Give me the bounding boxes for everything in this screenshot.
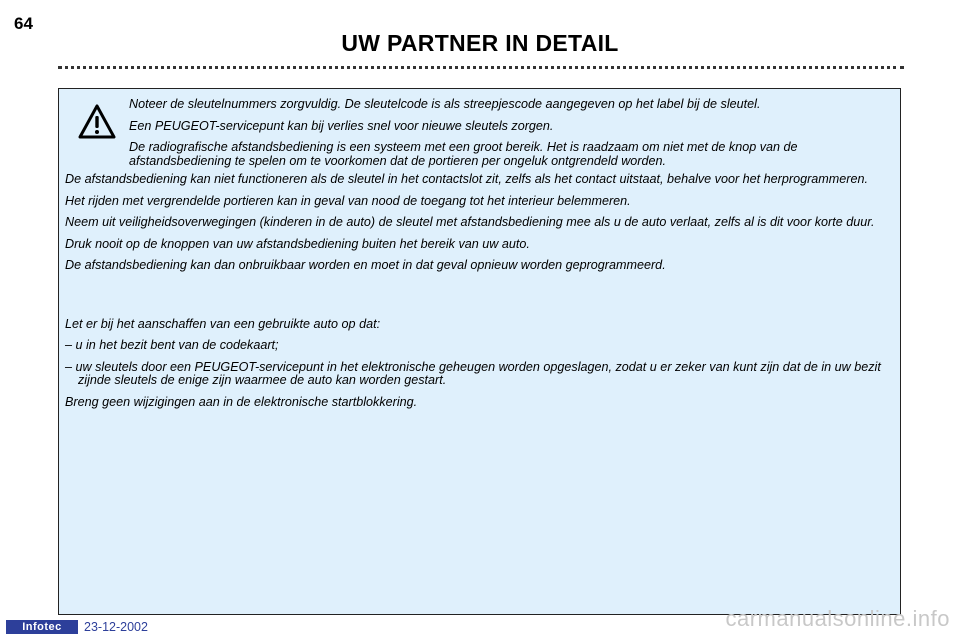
body-paragraph: Neem uit veiligheidsoverwegingen (kinderen in de auto) de sleutel met afstandsbediening mee als u de auto verlaat, zelfs al is dit voor korte duur. [65, 215, 875, 229]
warning-triangle-icon [77, 103, 117, 141]
body-paragraph: De afstandsbediening kan niet functioneren als de sleutel in het contactslot zit, zelfs als het contact uitstaat, behalve voor het herprogrammeren. [65, 172, 868, 186]
body-paragraph: Druk nooit op de knoppen van uw afstandsbediening buiten het bereik van uw auto. [65, 236, 530, 251]
used-car-item: – u in het bezit bent van de codekaart; [65, 338, 279, 352]
content-box [58, 88, 901, 615]
body-text-block [65, 173, 892, 417]
infotec-logo: Infotec [6, 620, 78, 634]
footer-date: 23-12-2002 [84, 620, 148, 634]
body-paragraph: De afstandsbediening kan dan onbruikbaar worden en moet in dat geval opnieuw worden geprogrammeerd. [65, 258, 666, 272]
final-note: Breng geen wijzigingen aan in de elektronische startblokkering. [65, 394, 418, 409]
page-title: UW PARTNER IN DETAIL [341, 30, 619, 56]
warning-paragraph: De radiografische afstandsbediening is een systeem met een groot bereik. Het is raadzaam om niet met de knop van de afstandsbediening te spelen om te voorkomen dat de portieren per ongeluk ontgrendeld worden. [129, 140, 798, 168]
warning-paragraph: Noteer de sleutelnummers zorgvuldig. De sleutelcode is als streepjescode aangegeven op het label bij de sleutel. [129, 97, 761, 111]
used-car-intro: Let er bij het aanschaffen van een gebruikte auto op dat: [65, 316, 381, 331]
body-paragraph: Het rijden met vergrendelde portieren kan in geval van nood de toegang tot het interieur belemmeren. [65, 193, 631, 208]
watermark: carmanualsonline.info [725, 606, 950, 631]
warning-text-block [129, 98, 892, 176]
page-number: 64 [14, 14, 33, 33]
warning-paragraph: Een PEUGEOT-servicepunt kan bij verlies snel voor nieuwe sleutels zorgen. [129, 118, 554, 133]
dotted-divider [58, 66, 904, 69]
used-car-item: – uw sleutels door een PEUGEOT-servicepunt in het elektronische geheugen worden opgeslagen, zodat u er zeker van kunt zijn dat de in uw bezit zijnde sleutels de enige zijn waarmee de auto kan worden gestart. [65, 359, 881, 387]
